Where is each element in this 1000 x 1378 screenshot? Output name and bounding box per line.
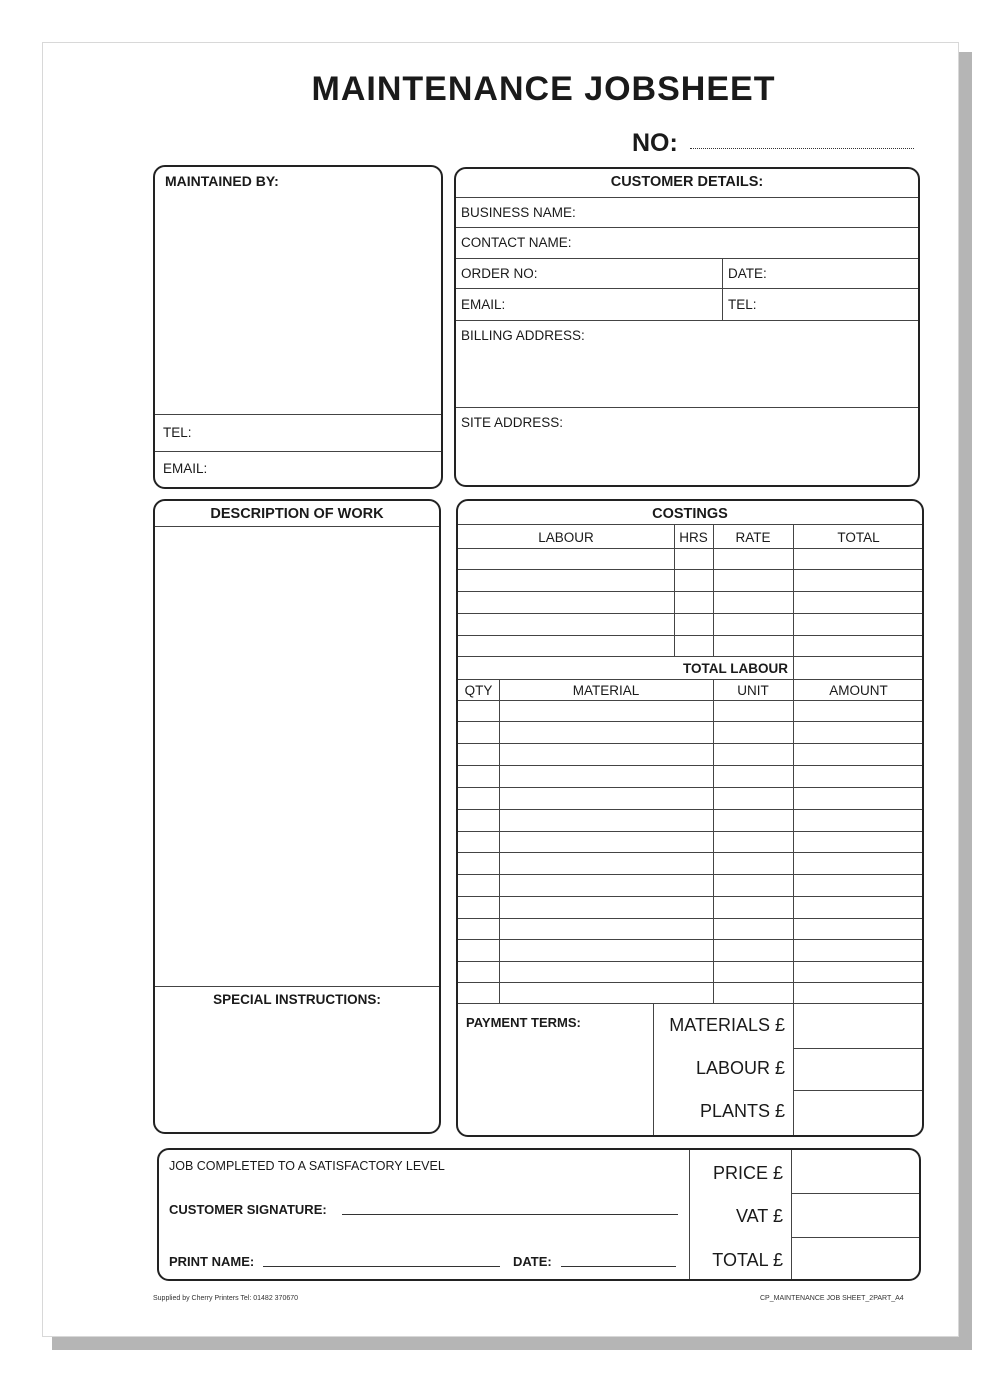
total-column-header: TOTAL [837, 530, 880, 545]
maintained-by-field[interactable] [155, 197, 441, 413]
costings-heading: COSTINGS [652, 506, 728, 522]
plants-subtotal-label: PLANTS £ [699, 1101, 785, 1121]
maintained-by-label: MAINTAINED BY: [165, 173, 279, 189]
grand-total-label: TOTAL £ [712, 1250, 783, 1270]
maintained-by-box [153, 165, 443, 489]
billing-address-label: BILLING ADDRESS: [461, 328, 585, 343]
completion-statement: JOB COMPLETED TO A SATISFACTORY LEVEL [169, 1159, 445, 1173]
qty-column-header: QTY [464, 683, 493, 698]
print-name-label: PRINT NAME: [169, 1254, 255, 1269]
unit-column-header: UNIT [737, 683, 769, 698]
vat-label: VAT £ [735, 1206, 783, 1226]
price-label: PRICE £ [712, 1163, 783, 1183]
customer-details-heading: CUSTOMER DETAILS: [610, 174, 764, 190]
customer-date-label: DATE: [728, 266, 767, 281]
special-instructions-label: SPECIAL INSTRUCTIONS: [213, 992, 381, 1007]
total-labour-label: TOTAL LABOUR [683, 661, 788, 676]
customer-tel-label: TEL: [728, 297, 757, 312]
customer-details-box [454, 167, 920, 487]
amount-column-header: AMOUNT [829, 683, 888, 698]
labour-subtotal-label: LABOUR £ [695, 1058, 785, 1078]
hrs-column-header: HRS [679, 530, 708, 545]
rate-column-header: RATE [735, 530, 771, 545]
material-column-header: MATERIAL [572, 683, 640, 698]
payment-terms-label: PAYMENT TERMS: [466, 1015, 581, 1030]
description-field[interactable] [155, 527, 439, 985]
special-instructions-field[interactable] [155, 1013, 439, 1132]
description-heading: DESCRIPTION OF WORK [210, 506, 384, 522]
materials-subtotal-label: MATERIALS £ [669, 1015, 785, 1035]
labour-column-header: LABOUR [538, 530, 594, 545]
maintainer-tel-label: TEL: [163, 425, 192, 440]
business-name-label: BUSINESS NAME: [461, 205, 576, 220]
completion-date-line[interactable] [561, 1266, 676, 1267]
print-name-line[interactable] [263, 1266, 500, 1267]
order-no-label: ORDER NO: [461, 266, 538, 281]
site-address-label: SITE ADDRESS: [461, 415, 564, 430]
costings-box [456, 499, 924, 1137]
page-title: MAINTENANCE JOBSHEET [311, 70, 776, 108]
job-number-label: NO: [632, 129, 678, 157]
description-box [153, 499, 441, 1134]
customer-email-label: EMAIL: [461, 297, 506, 312]
contact-name-label: CONTACT NAME: [461, 235, 572, 250]
customer-signature-line[interactable] [342, 1214, 678, 1215]
customer-signature-label: CUSTOMER SIGNATURE: [169, 1202, 327, 1217]
footer-supplier: Supplied by Cherry Printers Tel: 01482 370670 [153, 1295, 299, 1302]
completion-date-label: DATE: [513, 1254, 552, 1269]
completion-box [157, 1148, 921, 1281]
footer-reference: CP_MAINTENANCE JOB SHEET_2PART_A4 [760, 1295, 904, 1302]
maintainer-email-label: EMAIL: [163, 461, 208, 476]
job-number-field[interactable] [690, 148, 914, 149]
